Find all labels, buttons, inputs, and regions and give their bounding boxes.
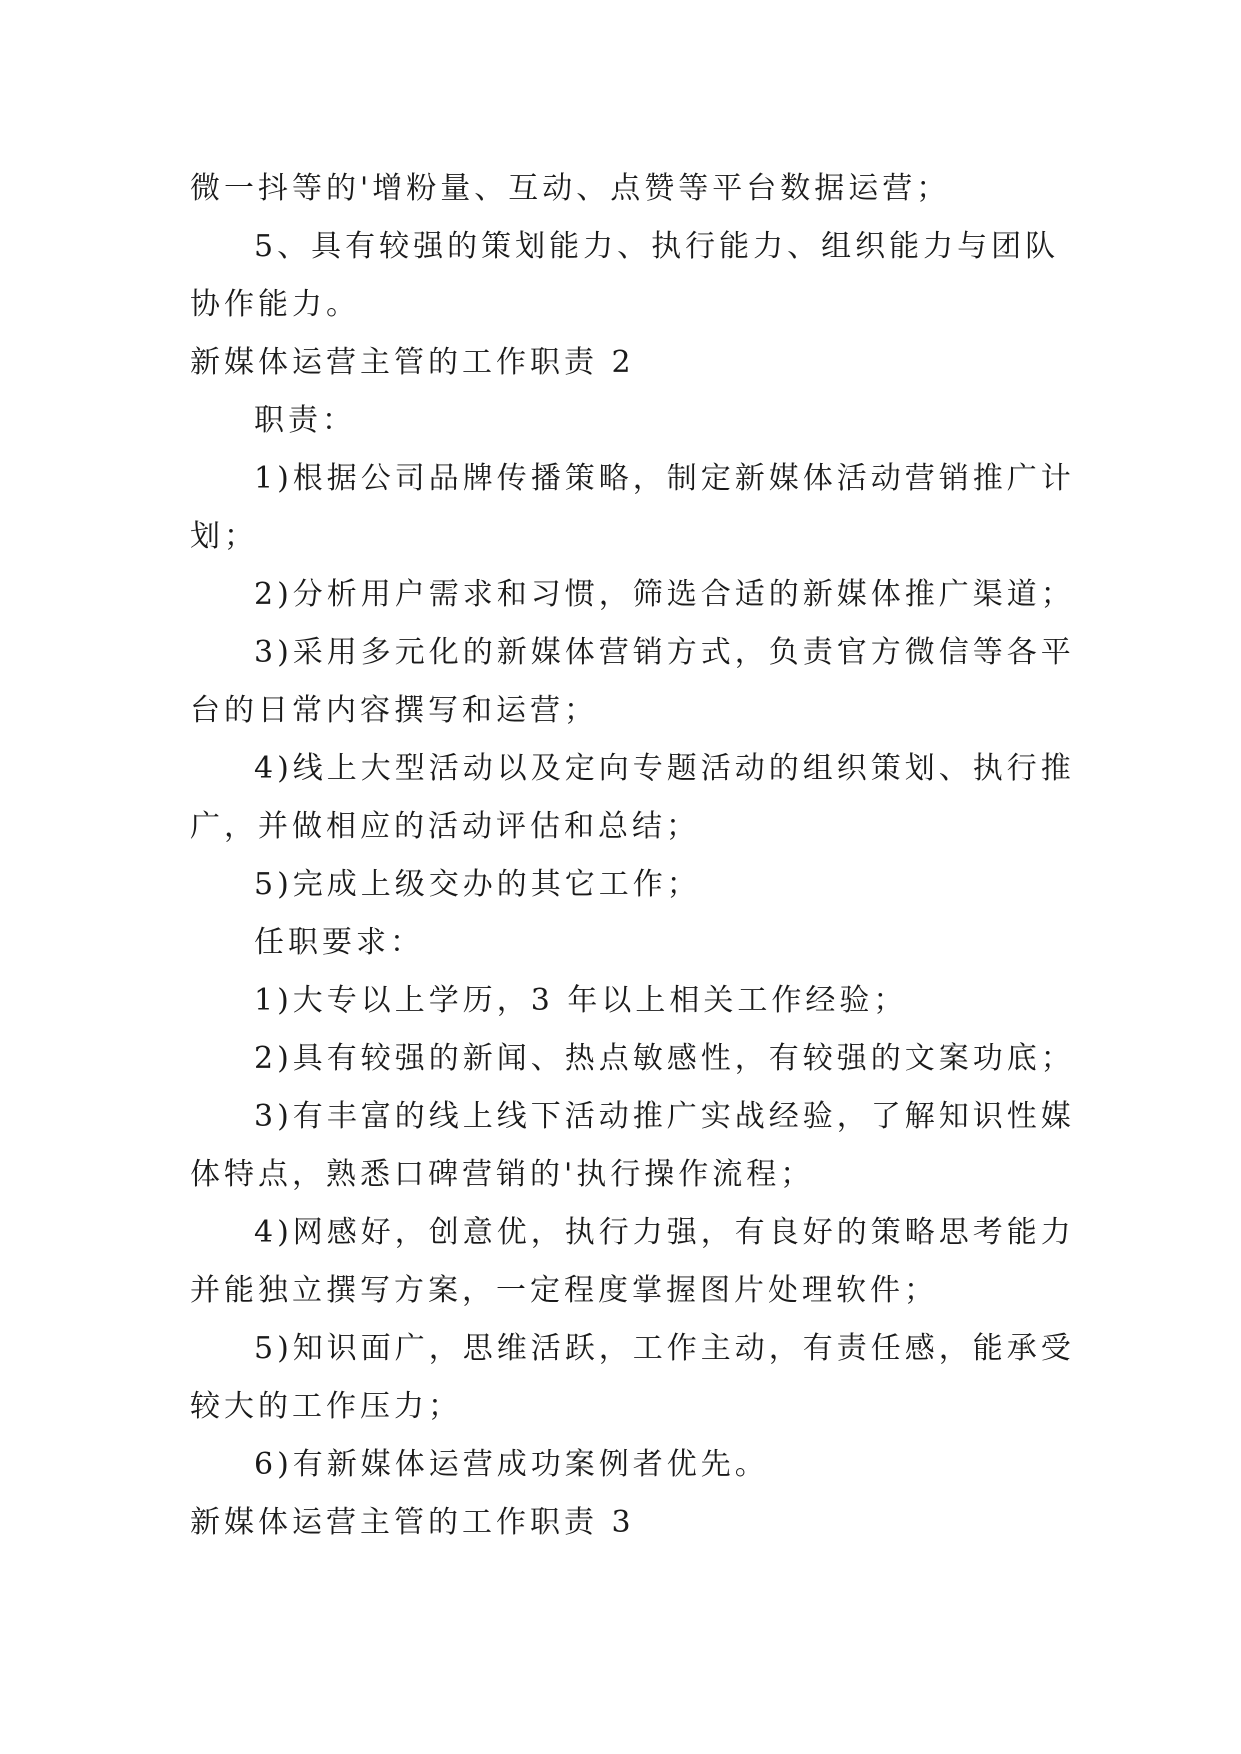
paragraph-line: 1)大专以上学历，3 年以上相关工作经验； xyxy=(254,983,908,1018)
paragraph-line: 2)分析用户需求和习惯，筛选合适的新媒体推广渠道； xyxy=(254,577,1075,612)
paragraph-line: 微一抖等的'增粉量、互动、点赞等平台数据运营； xyxy=(190,171,951,206)
paragraph-line: 4)线上大型活动以及定向专题活动的组织策划、执行推 xyxy=(254,751,1075,786)
paragraph-line: 5)知识面广，思维活跃，工作主动，有责任感，能承受 xyxy=(254,1331,1075,1366)
paragraph-line: 5、具有较强的策划能力、执行能力、组织能力与团队 xyxy=(254,229,1060,264)
paragraph-line: 协作能力。 xyxy=(190,287,360,322)
paragraph-line: 任职要求： xyxy=(254,925,424,960)
paragraph-line: 划； xyxy=(190,519,258,554)
paragraph-line: 2)具有较强的新闻、热点敏感性，有较强的文案功底； xyxy=(254,1041,1075,1076)
paragraph-line: 职责： xyxy=(254,403,356,438)
paragraph-line: 3)采用多元化的新媒体营销方式，负责官方微信等各平 xyxy=(254,635,1075,670)
section-heading: 新媒体运营主管的工作职责 2 xyxy=(190,345,635,380)
paragraph-line: 台的日常内容撰写和运营； xyxy=(190,693,598,728)
section-heading: 新媒体运营主管的工作职责 3 xyxy=(190,1505,635,1540)
paragraph-line: 体特点，熟悉口碑营销的'执行操作流程； xyxy=(190,1157,815,1192)
paragraph-line: 广，并做相应的活动评估和总结； xyxy=(190,809,700,844)
paragraph-line: 1)根据公司品牌传播策略，制定新媒体活动营销推广计 xyxy=(254,461,1075,496)
paragraph-line: 较大的工作压力； xyxy=(190,1389,462,1424)
paragraph-line: 5)完成上级交办的其它工作； xyxy=(254,867,701,902)
paragraph-line: 并能独立撰写方案，一定程度掌握图片处理软件； xyxy=(190,1273,938,1308)
paragraph-line: 3)有丰富的线上线下活动推广实战经验，了解知识性媒 xyxy=(254,1099,1075,1134)
paragraph-line: 6)有新媒体运营成功案例者优先。 xyxy=(254,1447,769,1482)
document-body xyxy=(190,160,1075,1552)
paragraph-line: 4)网感好，创意优，执行力强，有良好的策略思考能力 xyxy=(254,1215,1075,1250)
